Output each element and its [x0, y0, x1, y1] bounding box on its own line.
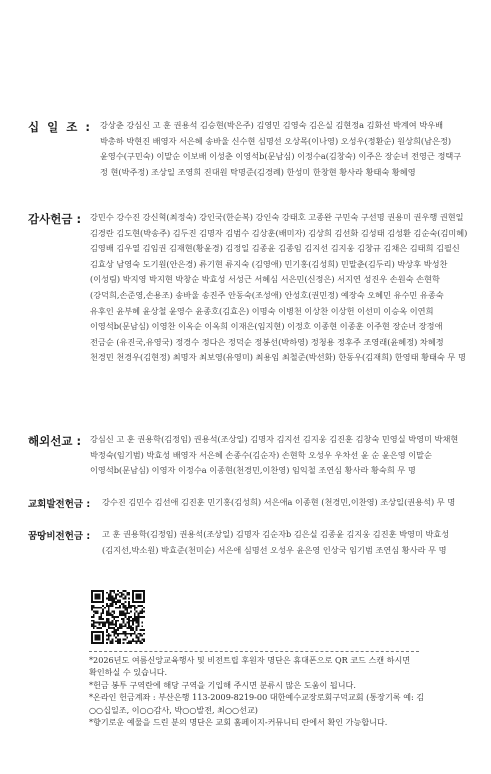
- tithe-names: 강상춘 강심신 고 훈 권용석 김승현(박은주) 김영민 김영숙 김은실 김현정a 김화선 박계여 박우배 박총하 박현진 배영자 서은혜 송바울 신수현 심명선 오상목(이나영) 오성우(정환순) 원상희(남은정) 윤영수(구민숙) 이말순 이보배 이성춘 이영석b(문남심) 이정수a(김창숙) 이주은 장순녀 전영근 정택구 정 현(박주정) 조상일 조영희 진대원 탁명준(김경례) 한성미 한창현 황사라 황태숙 황혜영: [100, 120, 462, 177]
- thanks-offering-names: 강민수 강수진 강신혁(최정숙) 강인국(한순복) 강인숙 강태호 고종완 구민숙 구선명 권용미 권우행 권현일 김경란 김도현(박송주) 김두진 김명자 김범수 김상훈(배미자) 김상희 김선화 김성태 김성환 김순숙(김미혜) 김영배 김우열 김임권 김재현(황윤경) 김정일 김종윤 김종임 김지선 김지웅 김창규 김채은 김태희 김필신 김효상 남영숙 도기원(안은경) 류기현 류지숙 (김영애) 민기홍(김성희) 민말춘(김두리) 박상후 박성찬(이성림) 박지영 박지현 박창순 박효성 서성근 서혜심 서은민(신정은) 서지연 성진우 손원숙 손현학(강덕희,손준영,손용조) 송바울 송진주 안동숙(조성애) 안성호(권민정) 예장숙 오혜민 유수민 유종숙 유후인 윤부혜 윤상철 윤영수 윤종호(김효은) 이명숙 이병천 이상찬 이상헌 이선미 이승옥 이연희 이영석b(문남심) 이영찬 이옥순 이옥희 이재은(임지현) 이정호 이종현 이종훈 이주현 장순녀 장정애 전금순 (유진국,유영국) 정경수 정다은 정덕순 정봉선(박하영) 정청용 정후주 조영래(윤혜정) 차혜정 천경민 천경우(김현정) 최명자 최보영(유영미) 최용임 최철준(박선화) 한동우(김재희) 한영태 황태숙 무 명: [90, 212, 468, 363]
- note-envelope: *헌금 봉투 구역란에 해당 구역을 기입해 주시면 분류시 많은 도움이 됩니다.: [89, 679, 356, 690]
- overseas-mission-names: 강심신 고 훈 권용학(김정임) 권용석(조상일) 김명자 김지선 김지웅 김진훈 김창숙 민영실 박영미 박채현 박정숙(임기범) 박효성 배영자 서은혜 손종수(김순자) 손현학 오성우 우차선 윤 순 윤은영 이말순 이영석b(문남심) 이영자 이정수a 이종현(천경민,이찬영) 임익철 조연심 황사라 황숙희 무 명: [90, 434, 459, 476]
- church-development-section: [28, 495, 468, 511]
- church-development-names: 강수진 김민수 김선애 김진훈 민기홍(김성희) 서은애a 이종현 (천경민,이찬영) 조상일(권용석) 무 명: [102, 497, 456, 507]
- notes: [89, 654, 429, 728]
- overseas-mission-section: [28, 432, 468, 479]
- dream-vision-names: 고 훈 권용학(김정임) 권용석(조상일) 김명자 김순자b 김은실 김종윤 김지웅 김진훈 박영미 박효성 (김지선,박소원) 박효준(천미순) 서은애 심명선 오성우 윤은영 인상국 임기범 조연심 황사라 무 명: [102, 529, 450, 555]
- note-online-account: *온라인 헌금계좌 : 부산은행 113-2009-8219-00 대한예수교장로회구덕교회 (통장기록 예: 김○○십일조, 이○○감사, 박○○발전, 최○○선교): [89, 692, 425, 715]
- tithe-label: 십 일 조 :: [28, 120, 92, 134]
- thanks-offering-section: [28, 210, 468, 366]
- overseas-mission-label: 해외선교 :: [28, 434, 82, 448]
- notes-divider: [89, 651, 419, 652]
- dream-vision-section: [28, 527, 468, 558]
- thanks-offering-label: 감사헌금 :: [28, 212, 82, 226]
- dream-vision-label: 꿈땅비전헌금 :: [28, 531, 91, 542]
- note-qr: *2026년도 여름신앙교육행사 및 비전트립 후원자 명단은 휴대폰으로 QR 코드 스캔 하시면 확인하실 수 있습니다.: [89, 655, 411, 678]
- tithe-section: [28, 118, 468, 180]
- note-homepage: *향기로운 예물을 드린 분의 명단은 교회 홈페이지-커뮤니티 란에서 확인 가능합니다.: [89, 717, 388, 728]
- qr-code[interactable]: [91, 590, 145, 644]
- church-development-label: 교회발전헌금 :: [28, 499, 91, 510]
